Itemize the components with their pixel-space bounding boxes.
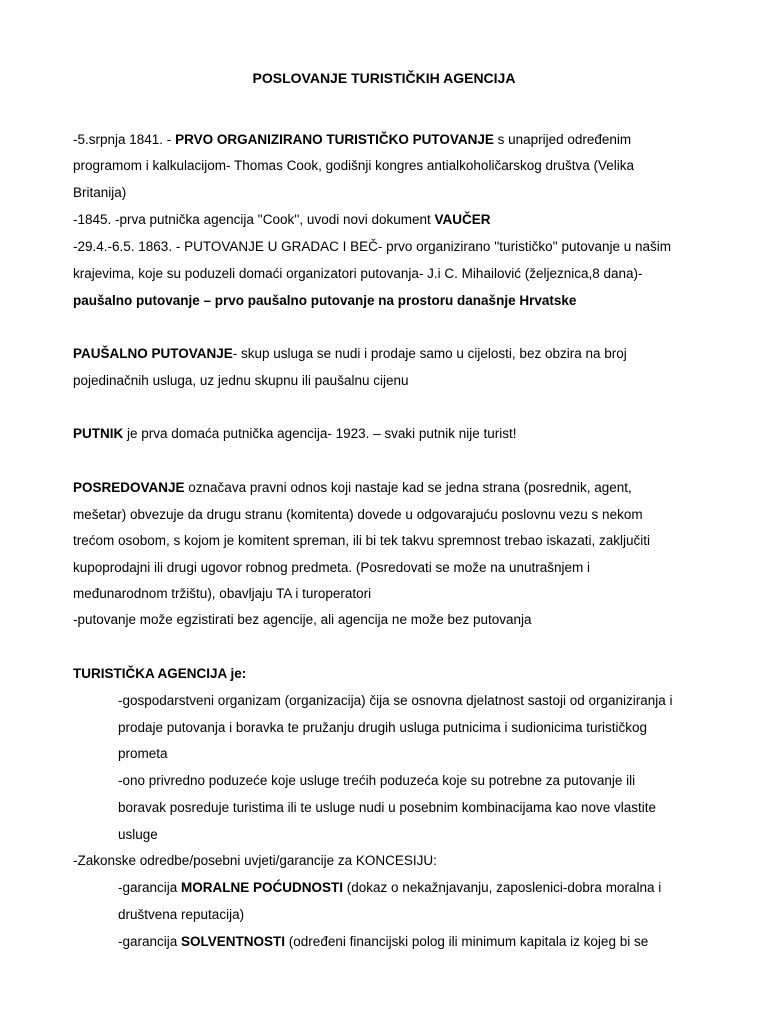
text-line: Britanija) — [73, 185, 127, 200]
text-line: kupoprodajni ili drugi ugovor robnog predmeta. (Posredovati se može na unutrašnjem i — [73, 560, 591, 575]
text-line: krajevima, koje su poduzeli domaći organizatori putovanja- J.i C. Mihailović (željeznica,8 dana)- — [73, 266, 643, 281]
text-line — [73, 131, 631, 149]
text: -garancija — [118, 880, 182, 895]
text: označava pravni odnos koji nastaje kad se jedna strana (posrednik, agent, — [184, 480, 632, 495]
text-line — [73, 479, 632, 497]
text-line — [73, 211, 491, 229]
text-line: -ono privredno poduzeće koje usluge trećih poduzeća koje su potrebne za putovanje ili — [118, 773, 636, 788]
text: -garancija — [118, 934, 182, 949]
text-line: međunarodnom tržištu), obavljaju TA i turoperatori — [73, 586, 372, 601]
text-line — [118, 933, 648, 951]
text-line: mešetar) obvezuje da drugu stranu (komitenta) dovede u odgovarajuću poslovnu vezu s nekom — [73, 507, 643, 522]
text-line — [73, 345, 627, 363]
bold-text: VAUČER — [434, 212, 491, 227]
text: -1845. -prva putnička agencija ''Cook'', uvodi novi dokument — [73, 212, 435, 227]
text-line: prometa — [118, 746, 168, 761]
text-line: prodaje putovanja i boravka te pružanju drugih usluga putnicima i sudionicima turističkog — [118, 720, 648, 735]
bold-text: PAUŠALNO PUTOVANJE — [73, 346, 233, 361]
text-line: usluge — [118, 827, 158, 842]
text-line — [118, 879, 661, 897]
text-line — [73, 425, 516, 443]
text-line: pojedinačnih usluga, uz jednu skupnu ili paušalnu cijenu — [73, 373, 409, 388]
text: (određeni financijski polog ili minimum kapitala iz kojeg bi se — [285, 934, 649, 949]
text-line: -gospodarstveni organizam (organizacija) čija se osnovna djelatnost sastoji od organiziranja i — [118, 693, 673, 708]
text-line: društvena reputacija) — [118, 907, 245, 922]
bold-text: PRVO ORGANIZIRANO TURISTIČKO PUTOVANJE — [175, 132, 494, 147]
bold-text: MORALNE POĆUDNOSTI — [181, 880, 344, 895]
document-title: POSLOVANJE TURISTIČKIH AGENCIJA — [252, 70, 516, 86]
text-line: -Zakonske odredbe/posebni uvjeti/garancije za KONCESIJU: — [73, 853, 437, 868]
text-line: trećom osobom, s kojom je komitent spreman, ili bi tek takvu spremnost trebao iskazati, zaključiti — [73, 533, 650, 548]
bold-text: PUTNIK — [73, 426, 124, 441]
bold-line: paušalno putovanje – prvo paušalno putovanje na prostoru današnje Hrvatske — [73, 293, 577, 308]
text-line: boravak posreduje turistima ili te usluge nudi u posebnim kombinacijama kao nove vlastite — [118, 800, 657, 815]
bold-text: POSREDOVANJE — [73, 480, 185, 495]
text-line: -29.4.-6.5. 1863. - PUTOVANJE U GRADAC I BEČ- prvo organizirano ''turističko'' putovanje u našim — [73, 239, 672, 254]
text: s unaprijed određenim — [493, 132, 632, 147]
section-heading: TURISTIČKA AGENCIJA je: — [73, 666, 247, 681]
text: - skup usluga se nudi i prodaje samo u cijelosti, bez obzira na broj — [232, 346, 627, 361]
text-line: -putovanje može egzistirati bez agencije, ali agencija ne može bez putovanja — [73, 612, 532, 627]
text: -5.srpnja 1841. - — [73, 132, 176, 147]
bold-text: SOLVENTNOSTI — [181, 934, 286, 949]
text: je prva domaća putnička agencija- 1923. – svaki putnik nije turist! — [123, 426, 517, 441]
text-line: programom i kalkulacijom- Thomas Cook, godišnji kongres antialkoholičarskog društva (Velika — [73, 158, 635, 173]
text: (dokaz o nekažnjavanju, zaposlenici-dobra moralna i — [343, 880, 662, 895]
